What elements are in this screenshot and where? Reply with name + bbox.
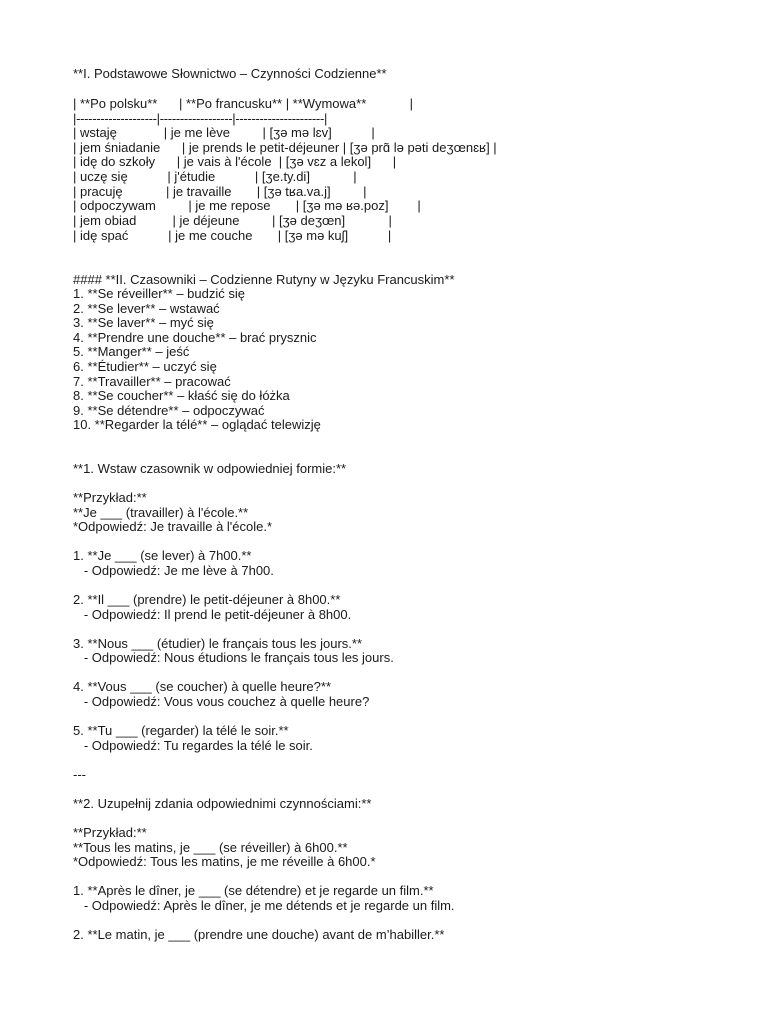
example-answer: *Odpowiedź: Je travaille à l'école.* bbox=[73, 519, 273, 534]
exercise-answer: - Odpowiedź: Je me lève à 7h00. bbox=[73, 563, 274, 578]
exercise2-heading: **2. Uzupełnij zdania odpowiednimi czynnościami:** bbox=[73, 796, 372, 811]
list-item: 7. **Travailler** – pracować bbox=[73, 374, 231, 389]
list-item: 1. **Se réveiller** – budzić się bbox=[73, 286, 245, 301]
list-item: 6. **Étudier** – uczyć się bbox=[73, 359, 217, 374]
exercise-question: 3. **Nous ___ (étudier) le français tous les jours.** bbox=[73, 636, 363, 651]
exercise-question: 1. **Je ___ (se lever) à 7h00.** bbox=[73, 548, 252, 563]
list-item: 2. **Se lever** – wstawać bbox=[73, 301, 220, 316]
list-item: 5. **Manger** – jeść bbox=[73, 344, 190, 359]
exercise-question: 2. **Le matin, je ___ (prendre une douche) avant de m’habiller.** bbox=[73, 927, 445, 942]
table-row: | odpoczywam | je me repose | [ʒə mə ʁə.poz] | bbox=[73, 198, 421, 213]
list-item: 4. **Prendre une douche** – brać prysznic bbox=[73, 330, 317, 345]
example-answer: *Odpowiedź: Tous les matins, je me réveille à 6h00.* bbox=[73, 854, 376, 869]
list-item: 9. **Se détendre** – odpoczywać bbox=[73, 403, 265, 418]
exercise-answer: - Odpowiedź: Tu regardes la télé le soir. bbox=[73, 738, 313, 753]
list-item: 10. **Regarder la télé** – oglądać telewizję bbox=[73, 417, 321, 432]
exercise-answer: - Odpowiedź: Vous vous couchez à quelle heure? bbox=[73, 694, 370, 709]
exercise-question: 4. **Vous ___ (se coucher) à quelle heure?** bbox=[73, 679, 332, 694]
section1-heading: **I. Podstawowe Słownictwo – Czynności Codzienne** bbox=[73, 66, 387, 81]
table-row: | jem obiad | je déjeune | [ʒə deʒœn] | bbox=[73, 213, 392, 228]
list-item: 3. **Se laver** – myć się bbox=[73, 315, 214, 330]
exercise-question: 1. **Après le dîner, je ___ (se détendre) et je regarde un film.** bbox=[73, 883, 434, 898]
exercise-answer: - Odpowiedź: Nous étudions le français tous les jours. bbox=[73, 650, 394, 665]
table-row: | idę spać | je me couche | [ʒə mə kuʃ] | bbox=[73, 228, 392, 243]
exercise-answer: - Odpowiedź: Après le dîner, je me détends et je regarde un film. bbox=[73, 898, 455, 913]
table-row: | idę do szkoły | je vais à l'école | [ʒə vɛz a lekol] | bbox=[73, 154, 397, 169]
exercise-answer: - Odpowiedź: Il prend le petit-déjeuner à 8h00. bbox=[73, 607, 352, 622]
divider: --- bbox=[73, 767, 86, 782]
table-row: | pracuję | je travaille | [ʒə tʁa.va.j] | bbox=[73, 184, 367, 199]
table-header: | **Po polsku** | **Po francusku** | **Wymowa** | bbox=[73, 96, 413, 111]
table-row: | jem śniadanie | je prends le petit-déjeuner | [ʒə prɑ̃ lə pəti deʒœnɛʁ] | bbox=[73, 140, 497, 155]
example-label: **Przykład:** bbox=[73, 825, 147, 840]
list-item: 8. **Se coucher** – kłaść się do łóżka bbox=[73, 388, 290, 403]
exercise-question: 2. **Il ___ (prendre) le petit-déjeuner à 8h00.** bbox=[73, 592, 341, 607]
example-label: **Przykład:** bbox=[73, 490, 147, 505]
example-question: **Je ___ (travailler) à l'école.** bbox=[73, 505, 249, 520]
table-row: | wstaję | je me lève | [ʒə mə lɛv] | bbox=[73, 125, 375, 140]
exercise-question: 5. **Tu ___ (regarder) la télé le soir.** bbox=[73, 723, 289, 738]
example-question: **Tous les matins, je ___ (se réveiller) à 6h00.** bbox=[73, 840, 348, 855]
table-row: | uczę się | j'étudie | [ʒe.ty.di] | bbox=[73, 169, 357, 184]
section2-heading: #### **II. Czasowniki – Codzienne Rutyny w Języku Francuskim** bbox=[73, 272, 455, 287]
exercise1-heading: **1. Wstaw czasownik w odpowiedniej formie:** bbox=[73, 461, 347, 476]
table-separator: |--------------------|------------------|----------------------| bbox=[73, 111, 328, 126]
